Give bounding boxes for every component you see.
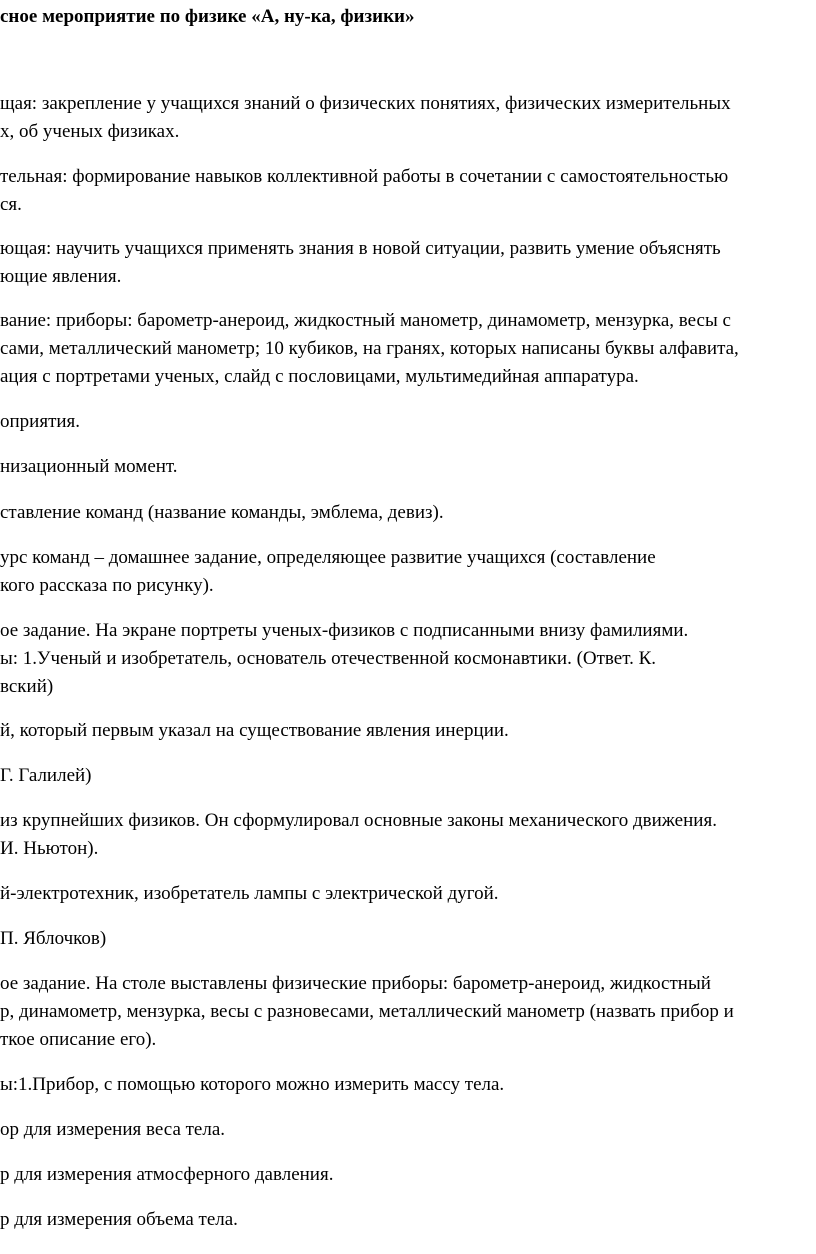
text-line: сами, металлический манометр; 10 кубиков, на гранях, которых написаны буквы алфавита, <box>0 338 739 359</box>
document-title: сное мероприятие по физике «А, ну-ка, физики» <box>0 6 415 27</box>
text-line: ющие явления. <box>0 266 122 287</box>
text-line: ы:1.Прибор, с помощью которого можно измерить массу тела. <box>0 1074 505 1095</box>
text-line: оприятия. <box>0 411 81 432</box>
text-line: вский) <box>0 676 54 697</box>
text-line: ое задание. На экране портреты ученых-физиков с подписанными внизу фамилиями. <box>0 620 689 641</box>
text-line: И. Ньютон). <box>0 838 99 859</box>
text-line: из крупнейших физиков. Он сформулировал основные законы механического движения. <box>0 810 717 831</box>
text-line: Г. Галилей) <box>0 765 92 786</box>
text-line: ткое описание его). <box>0 1029 157 1050</box>
text-line: р для измерения атмосферного давления. <box>0 1164 334 1185</box>
text-line: ставление команд (название команды, эмблема, девиз). <box>0 502 444 523</box>
text-line: низационный момент. <box>0 456 178 477</box>
text-line: р, динамометр, мензурка, весы с разновесами, металлический манометр (назвать прибор и <box>0 1001 734 1022</box>
text-line: тельная: формирование навыков коллективной работы в сочетании с самостоятельностью <box>0 166 729 187</box>
text-line: ся. <box>0 194 22 215</box>
text-line: ы: 1.Ученый и изобретатель, основатель отечественной космонавтики. (Ответ. К. <box>0 648 657 669</box>
text-line: вание: приборы: барометр-анероид, жидкостный манометр, динамометр, мензурка, весы с <box>0 310 731 331</box>
text-line: П. Яблочков) <box>0 928 107 949</box>
text-line: кого рассказа по рисунку). <box>0 575 214 596</box>
text-line: ация с портретами ученых, слайд с пословицами, мультимедийная аппаратура. <box>0 366 639 387</box>
text-line: ор для измерения веса тела. <box>0 1119 226 1140</box>
text-line: ое задание. На столе выставлены физические приборы: барометр-анероид, жидкостный <box>0 973 711 994</box>
text-line: й-электротехник, изобретатель лампы с электрической дугой. <box>0 883 499 904</box>
text-line: й, который первым указал на существование явления инерции. <box>0 720 509 741</box>
text-line: р для измерения объема тела. <box>0 1209 238 1230</box>
text-line: щая: закрепление у учащихся знаний о физических понятиях, физических измерительных <box>0 93 731 114</box>
text-line: ющая: научить учащихся применять знания в новой ситуации, развить умение объяснять <box>0 238 721 259</box>
text-line: х, об ученых физиках. <box>0 121 180 142</box>
text-line: урс команд – домашнее задание, определяющее развитие учащихся (составление <box>0 547 656 568</box>
